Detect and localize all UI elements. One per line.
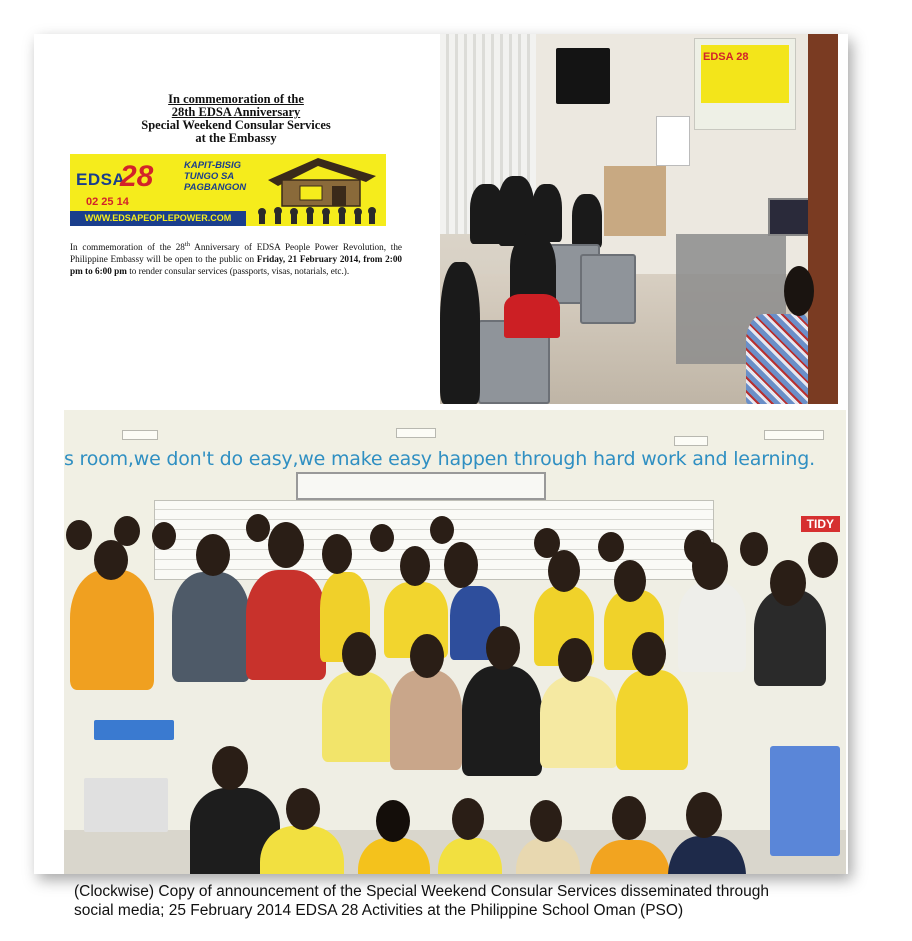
student-red-sweater [246,570,326,680]
caption-line1: (Clockwise) Copy of announcement of the Special Weekend Consular Services disseminated through [74,883,769,900]
presenter-plaid-shirt [746,314,808,404]
caption-line2: social media; 25 February 2014 EDSA 28 Activities at the Philippine School Oman (PSO) [74,902,684,919]
banner-url: WWW.EDSAPEOPLEPOWER.COM [70,211,246,226]
student [808,542,838,578]
student [770,560,806,606]
student [430,516,454,544]
nipa-hut-illustration [248,156,382,224]
body-text-3: to render consular services (passports, visas, notarials, etc.). [126,266,350,277]
projected-slide-text: EDSA 28 [703,51,749,63]
tidy-sign: TIDY [801,516,840,532]
student [740,532,768,566]
teacher-yellow [322,672,394,762]
wall-tv [556,48,610,104]
student [452,798,484,840]
wall-label [122,430,158,440]
announcement-subtitle-line1: Special Weekend Consular Services [141,118,331,132]
edsa-28-banner [70,154,386,226]
announcement-title-line2: 28th EDSA Anniversary [171,105,301,119]
student [686,792,722,838]
teacher [486,626,520,670]
wall-label [764,430,824,440]
student [66,520,92,550]
student-grey-hoodie [172,572,250,682]
student [322,534,352,574]
student [444,542,478,588]
student-orange-jacket [70,570,154,690]
student [400,546,430,586]
wooden-stand [604,166,666,236]
student [286,788,320,830]
audience-member [572,194,602,248]
door-frame [808,34,838,404]
group-photo [64,410,846,874]
wall-quote: s room,we don't do easy,we make easy happen through hard work and learning. [64,448,815,470]
student-yellow-graphic-tee [358,838,430,874]
projector-screen-rolled [296,472,546,500]
student [548,550,580,592]
student [612,796,646,840]
student-white [678,582,746,672]
figure-caption [74,882,854,920]
banner-edsa-text: EDSA [76,170,126,189]
announcement-body [70,239,402,277]
teacher-black-jacket [462,666,542,776]
student [692,542,728,590]
body-text-1: In commemoration of the 28 [70,242,185,253]
teacher [558,638,592,682]
teacher [342,632,376,676]
teacher-beige-jacket [390,670,462,770]
projector-device [84,778,168,832]
student [530,800,562,842]
student-yellow [616,670,688,770]
laptop [768,198,810,236]
banner-slogan-line3: PAGBANGON [184,182,247,193]
announcement-panel [34,34,438,400]
student-yellow-graphic-tee [260,826,344,874]
wall-notice [656,116,690,166]
student-floral [516,838,580,874]
body-date: Friday, 21 February 2014, from 2:00 pm to 6:00 pm [70,254,403,277]
projector-screen [694,38,796,130]
student [94,540,128,580]
body-superscript: th [184,241,190,248]
student-group [64,520,846,874]
student-yellow [438,838,502,874]
student-orange-tee [590,840,670,874]
student [376,800,410,842]
teacher-cream [540,676,618,768]
wall-label [674,436,708,446]
student [268,522,304,568]
student [246,514,270,542]
announcement-title-line1: In commemoration of the [168,92,304,106]
student [614,560,646,602]
blue-chair [770,746,840,856]
student-desk [94,720,174,740]
banner-date: 02 25 14 [86,196,129,208]
student [212,746,248,790]
banner-slogan-line2: TUNGO SA [184,171,235,182]
student [632,632,666,676]
student [598,532,624,562]
audience-member [440,262,480,404]
student-navy-jacket [668,836,746,874]
student [152,522,176,550]
banner-slogan-line1: KAPIT-BISIG [184,160,242,171]
wall-label [396,428,436,438]
presenter-head [784,266,814,316]
announcement-subtitle-line2: at the Embassy [195,131,277,145]
student [370,524,394,552]
projector-room-photo [440,34,838,404]
banner-number: 28 [120,160,154,193]
teacher [410,634,444,678]
body-text-2: Anniversary of EDSA People Power Revolution, the Philippine Embassy will be open to the public on [70,242,402,265]
audience-member-red-shirt [504,294,560,338]
student [196,534,230,576]
chair [580,254,636,324]
